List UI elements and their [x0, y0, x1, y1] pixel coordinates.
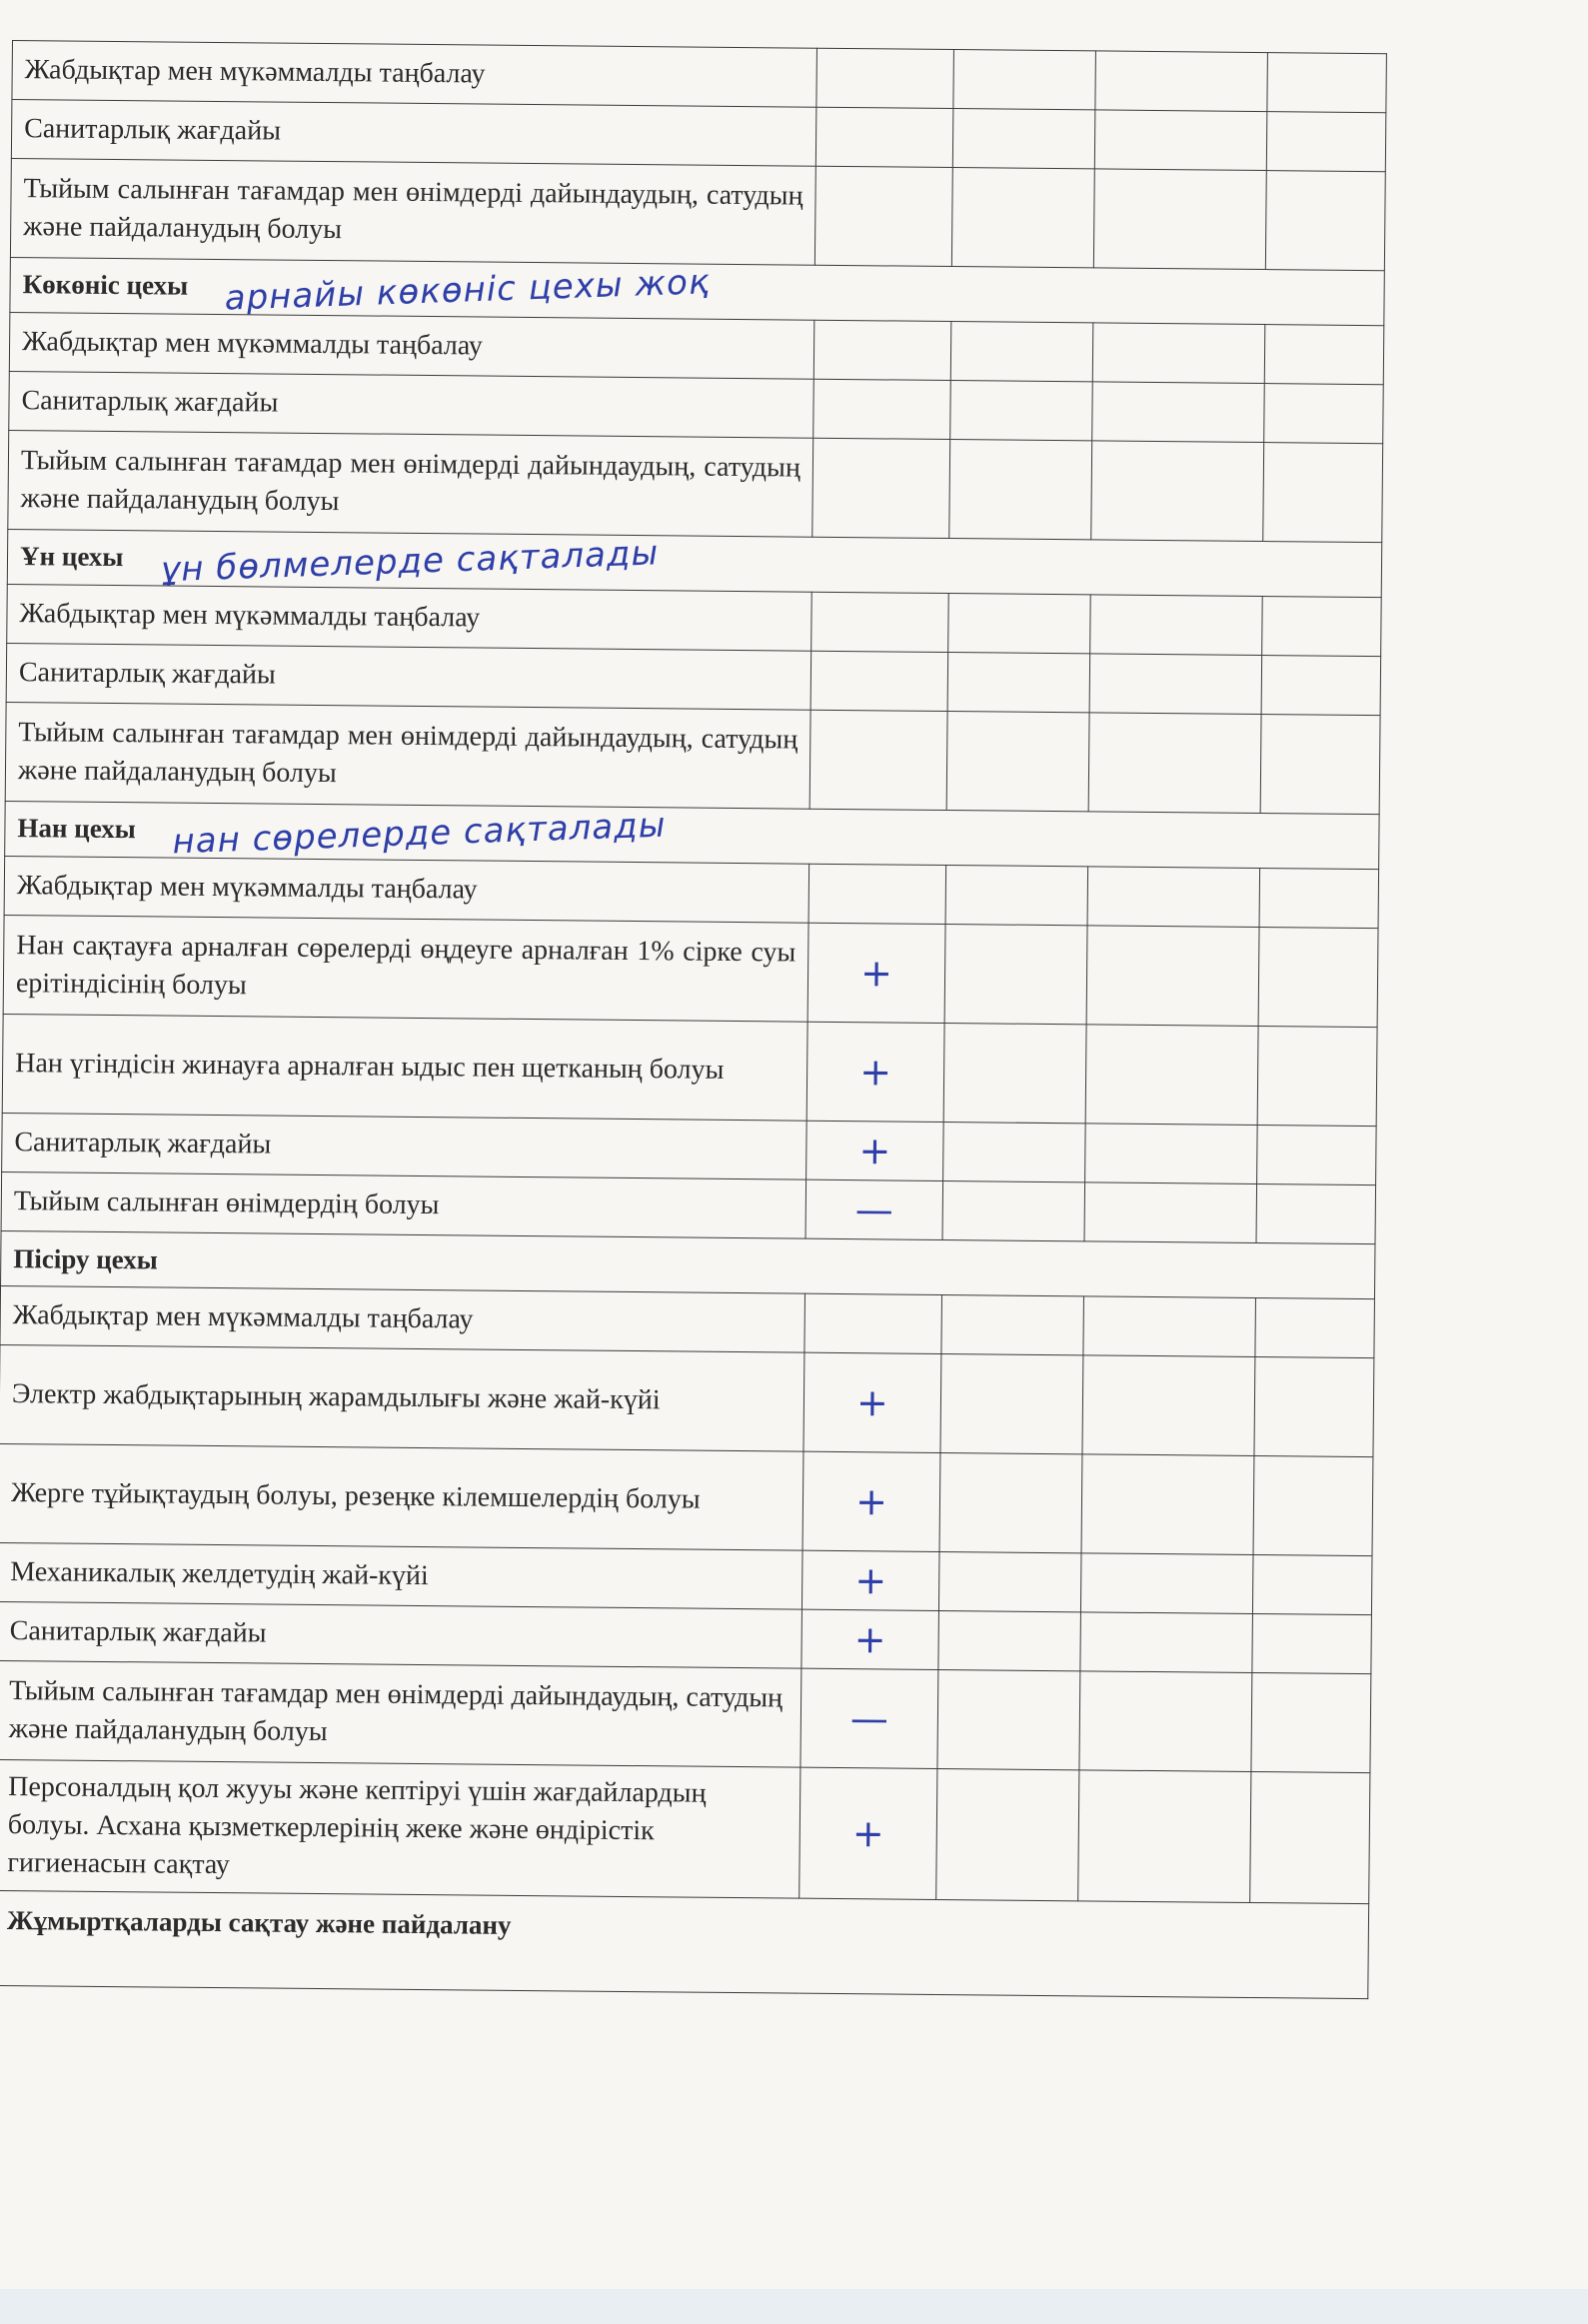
empty-cell — [1088, 713, 1261, 814]
mark-cell — [812, 438, 950, 538]
empty-cell — [942, 1180, 1085, 1240]
checklist-row — [10, 158, 1385, 270]
section-title: Жұмыртқаларды сақтау және пайдалану — [6, 1905, 512, 1940]
empty-cell — [1264, 384, 1384, 444]
empty-cell — [1092, 323, 1265, 384]
empty-cell — [1081, 1454, 1254, 1555]
mark-cell: + — [801, 1550, 939, 1610]
empty-cell — [1080, 1553, 1253, 1614]
empty-cell — [1251, 1672, 1371, 1772]
row-label: Нан үгіндісін жинауға арналған ыдыс пен щетканың болуы — [2, 1014, 807, 1121]
empty-cell — [951, 168, 1094, 268]
empty-cell — [1092, 382, 1265, 443]
empty-cell — [1266, 112, 1386, 172]
row-label: Жабдықтар мен мүкәммалды таңбалау — [7, 584, 812, 651]
section-title: Нан цехы — [17, 812, 136, 844]
empty-cell — [1261, 656, 1381, 716]
empty-cell — [1085, 1124, 1258, 1184]
empty-cell — [1091, 441, 1264, 542]
row-label: Жабдықтар мен мүкәммалды таңбалау — [0, 1285, 804, 1352]
checklist-row — [8, 430, 1383, 542]
mark-cell: + — [803, 1352, 941, 1452]
checklist-row — [0, 1660, 1371, 1772]
empty-cell — [950, 381, 1093, 441]
empty-cell — [1252, 1554, 1372, 1614]
empty-cell — [941, 1294, 1084, 1354]
row-label: Жабдықтар мен мүкәммалды таңбалау — [12, 41, 817, 108]
empty-cell — [1090, 595, 1263, 656]
checklist-row — [0, 1443, 1373, 1555]
empty-cell — [1094, 110, 1267, 171]
empty-cell — [937, 1669, 1080, 1769]
empty-cell — [1085, 1025, 1258, 1126]
empty-cell — [943, 1024, 1086, 1124]
handwritten-note: арнайы көкөніс цехы жоқ — [224, 262, 712, 320]
row-label: Механикалық желдетудің жай-күйі — [0, 1542, 802, 1609]
empty-cell — [1259, 869, 1379, 929]
row-label: Жабдықтар мен мүкәммалды таңбалау — [4, 856, 809, 923]
mark-cell — [813, 320, 951, 380]
empty-cell — [1087, 867, 1260, 928]
mark-cell: + — [799, 1767, 937, 1899]
empty-cell — [953, 50, 1096, 110]
empty-cell — [1262, 597, 1382, 657]
empty-cell — [950, 322, 1093, 382]
empty-cell — [1086, 926, 1259, 1027]
mark-cell — [813, 379, 951, 439]
row-label: Тыйым салынған тағамдар мен өнімдерді дайындаудың, сатудың және пайдаланудың болуы — [10, 158, 815, 265]
scan-edge — [0, 2289, 1588, 2324]
checklist-row — [0, 1344, 1374, 1456]
mark-cell: — — [800, 1668, 938, 1768]
empty-cell — [936, 1768, 1079, 1900]
row-label: Тыйым салынған тағамдар мен өнімдерді дайындаудың, сатудың және пайдаланудың болуы — [8, 430, 813, 537]
empty-cell — [943, 1122, 1086, 1181]
empty-cell — [949, 440, 1092, 540]
empty-cell — [1083, 1296, 1256, 1357]
empty-cell — [946, 712, 1089, 812]
row-label: Санитарлық жағдайы — [6, 643, 811, 710]
empty-cell — [1079, 1671, 1252, 1772]
empty-cell — [938, 1610, 1081, 1670]
empty-cell — [1078, 1770, 1251, 1903]
empty-cell — [1093, 169, 1266, 270]
row-label: Жерге тұйықтаудың болуы, резеңке кілемшелердің болуы — [0, 1443, 803, 1550]
empty-cell — [1256, 1184, 1376, 1244]
empty-cell — [1255, 1298, 1375, 1358]
mark-cell — [804, 1293, 942, 1353]
empty-cell — [1260, 715, 1380, 815]
mark-cell: + — [807, 923, 945, 1023]
empty-cell — [1263, 443, 1383, 543]
section-header — [0, 1890, 1369, 1998]
mark-cell: + — [806, 1121, 944, 1180]
row-label: Жабдықтар мен мүкәммалды таңбалау — [9, 312, 814, 379]
section-header-cell — [0, 1890, 1369, 1998]
empty-cell — [952, 109, 1095, 169]
section-title: Ұн цехы — [19, 540, 124, 572]
mark-cell — [810, 651, 948, 711]
row-label: Санитарлық жағдайы — [2, 1113, 807, 1179]
empty-cell — [1258, 928, 1378, 1028]
empty-cell — [939, 1452, 1082, 1552]
empty-cell — [1250, 1771, 1370, 1903]
checklist-row — [3, 915, 1378, 1027]
section-title: Көкөніс цехы — [22, 268, 189, 301]
empty-cell — [1253, 1455, 1373, 1555]
mark-cell — [809, 710, 947, 810]
mark-cell: + — [801, 1609, 939, 1669]
row-label: Электр жабдықтарының жарамдылығы және жай-күйі — [0, 1344, 804, 1451]
checklist-row — [5, 702, 1380, 814]
mark-cell — [816, 48, 954, 108]
empty-cell — [1089, 654, 1262, 715]
empty-cell — [1252, 1613, 1372, 1673]
handwritten-note: нан сөрелерде сақталады — [171, 805, 668, 863]
mark-cell — [808, 864, 946, 924]
row-label: Тыйым салынған өнімдердің болуы — [1, 1171, 806, 1238]
empty-cell — [948, 594, 1091, 654]
empty-cell — [1257, 1027, 1377, 1127]
empty-cell — [1257, 1126, 1377, 1185]
mark-cell: + — [806, 1022, 944, 1122]
empty-cell — [1254, 1357, 1374, 1457]
empty-cell — [945, 866, 1088, 926]
row-label: Санитарлық жағдайы — [11, 100, 816, 167]
mark-cell — [815, 107, 953, 167]
empty-cell — [1095, 51, 1268, 112]
empty-cell — [1084, 1182, 1257, 1243]
mark-cell — [814, 166, 952, 266]
empty-cell — [1082, 1355, 1255, 1456]
empty-cell — [1267, 53, 1387, 113]
row-label: Санитарлық жағдайы — [0, 1601, 801, 1668]
row-label: Тыйым салынған тағамдар мен өнімдерді дайындаудың, сатудың және пайдаланудың болуы — [5, 702, 810, 809]
empty-cell — [938, 1551, 1081, 1611]
empty-cell — [1080, 1612, 1253, 1673]
mark-cell: + — [802, 1451, 940, 1551]
checklist-table — [0, 40, 1387, 1999]
handwritten-note: ұн бөлмелерде сақталады — [159, 533, 661, 591]
empty-cell — [940, 1353, 1083, 1453]
mark-cell: — — [805, 1179, 943, 1239]
empty-cell — [944, 925, 1087, 1025]
empty-cell — [947, 653, 1090, 713]
row-label: Персоналдың қол жууы және кептіруі үшін жағдайлардың болуы. Асхана қызметкерлерінің жеке және өндірістік гигиенасын сақтау — [0, 1759, 800, 1898]
row-label: Нан сақтауға арналған сөрелерді өңдеуге арналған 1% сірке суы ерітіндісінің болуы — [3, 915, 808, 1022]
row-label: Тыйым салынған тағамдар мен өнімдерді дайындаудың, сатудың және пайдаланудың болуы — [0, 1660, 801, 1767]
row-label: Санитарлық жағдайы — [9, 371, 814, 438]
mark-cell — [811, 592, 949, 652]
empty-cell — [1265, 171, 1385, 271]
section-title: Пісіру цехы — [13, 1243, 158, 1275]
checklist-row — [2, 1014, 1377, 1126]
inspection-checklist-sheet — [0, 40, 1386, 1999]
checklist-row — [0, 1759, 1370, 1903]
empty-cell — [1264, 325, 1384, 385]
